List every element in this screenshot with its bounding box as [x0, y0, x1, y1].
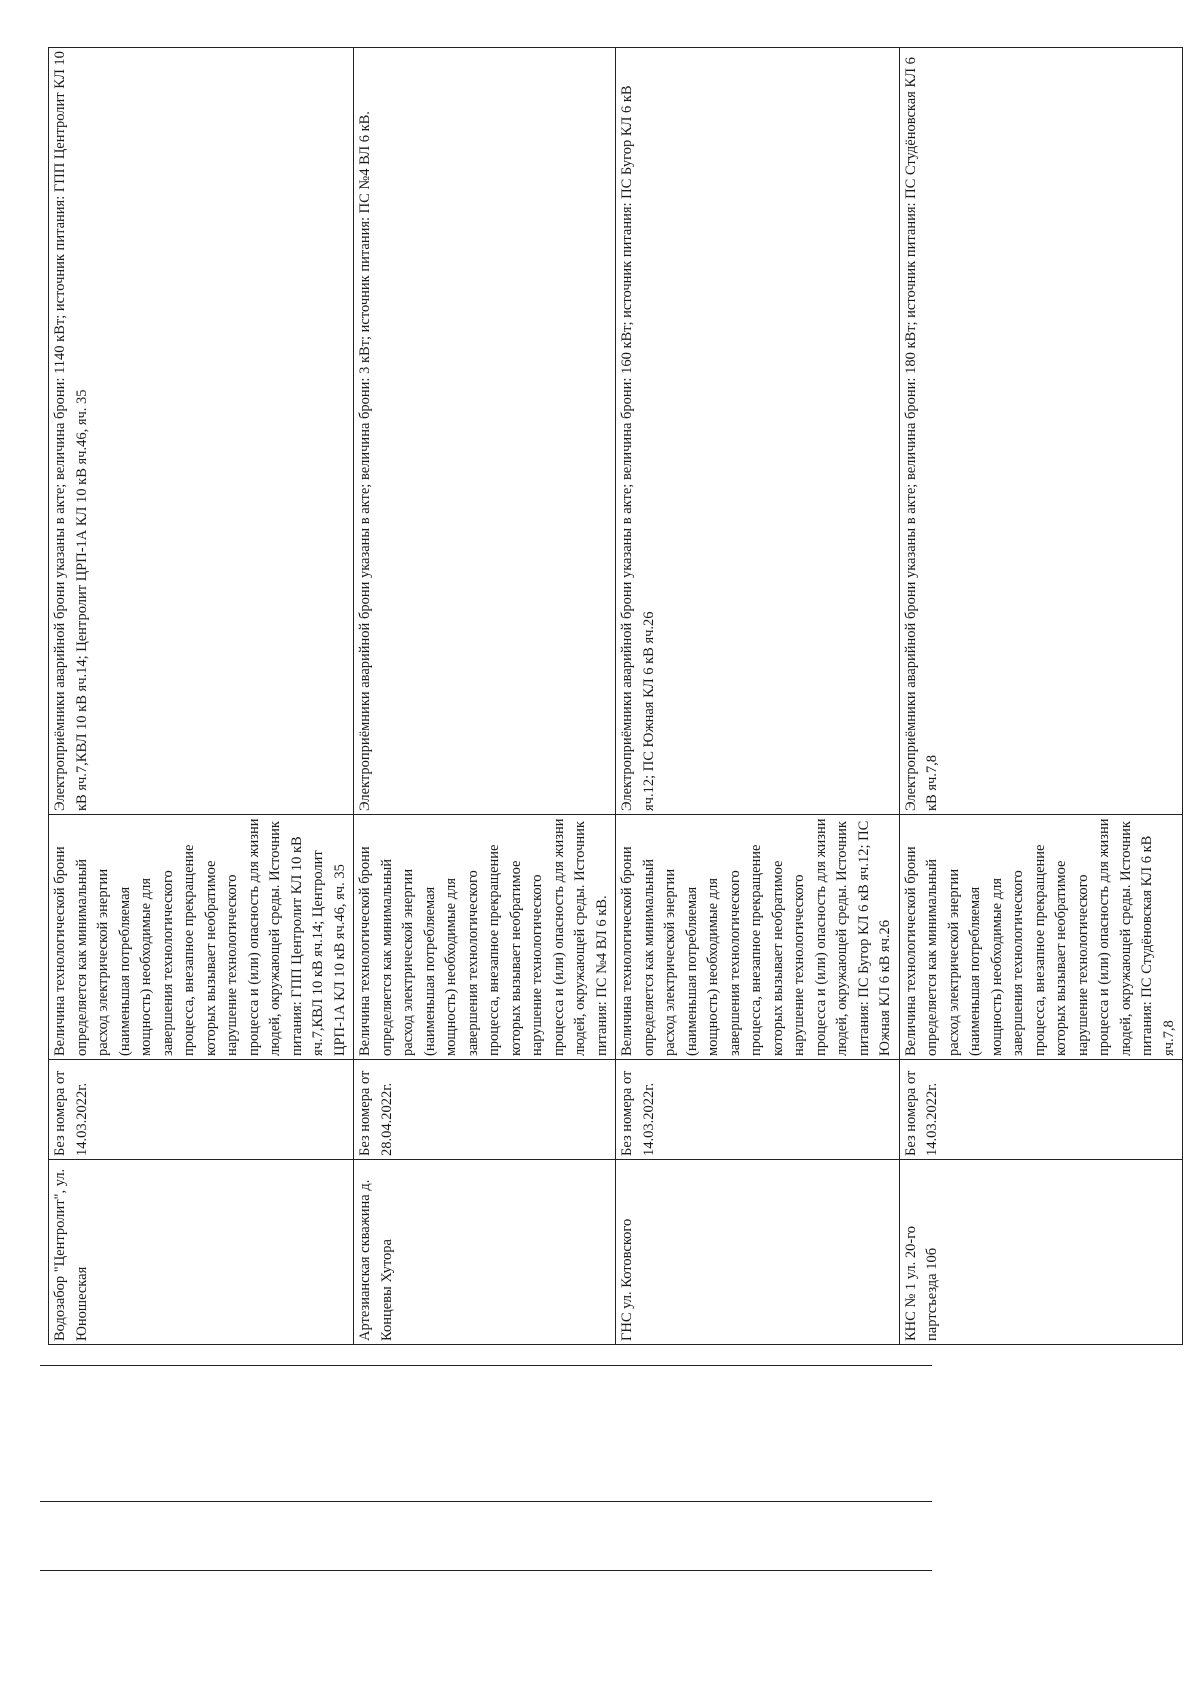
- object-cell: Водозабор "Центролит", ул. Юношеская: [49, 1160, 354, 1345]
- object-cell: ГНС ул. Котовского: [616, 1160, 900, 1345]
- table-row: [354, 48, 616, 1345]
- object-cell: КНС № 1 ул. 20-го партсъезда 10б: [899, 1160, 1183, 1345]
- act-cell: Без номера от 28.04.2022г.: [354, 1060, 616, 1160]
- table-row: [616, 48, 900, 1345]
- table-row: [899, 48, 1183, 1345]
- emergency-armor-cell: Электроприёмники аварийной брони указаны в акте; величина брони: 180 кВт; источник питания: ПС Студёновская КЛ 6 кВ яч.7,8: [899, 48, 1183, 815]
- emergency-armor-cell: Электроприёмники аварийной брони указаны в акте; величина брони: 1140 кВт; источник питания: ГПП Центролит КЛ 10 кВ яч.7,КВЛ 10 кВ яч.14; Центролит ЦРП-1А КЛ 10 кВ яч.46, яч. 35: [49, 48, 354, 815]
- tech-armor-cell: Величина технологической брони определяется как минимальный расход электрической энергии (наименьшая потребляемая мощность) необходимые для завершения технологического процесса, внезапное прекращение которых вызывает необратимое нарушение технологического процесса и (или) опасность для жизни людей, окружающей среды. Источник питания: ПС №4 ВЛ 6 кВ.: [354, 815, 616, 1060]
- tech-armor-cell: Величина технологической брони определяется как минимальный расход электрической энергии (наименьшая потребляемая мощность) необходимые для завершения технологического процесса, внезапное прекращение которых вызывает необратимое нарушение технологического процесса и (или) опасность для жизни людей, окружающей среды. Источник питания: ПС Бугор КЛ 6 кВ яч.12; ПС Южная КЛ 6 кВ яч.26: [616, 815, 900, 1060]
- rule-line: [40, 1570, 932, 1571]
- rule-line: [40, 1365, 932, 1366]
- act-cell: Без номера от 14.03.2022г.: [49, 1060, 354, 1160]
- rotated-table-sheet: [48, 48, 1177, 1345]
- tech-armor-cell: Величина технологической брони определяется как минимальный расход электрической энергии (наименьшая потребляемая мощность) необходимые для завершения технологического процесса, внезапное прекращение которых вызывает необратимое нарушение технологического процесса и (или) опасность для жизни людей, окружающей среды. Источник питания: ПС Студёновская КЛ 6 кВ яч.7,8: [899, 815, 1183, 1060]
- emergency-armor-cell: Электроприёмники аварийной брони указаны в акте; величина брони: 3 кВт; источник питания: ПС №4 ВЛ 6 кВ.: [354, 48, 616, 815]
- tech-armor-cell: Величина технологической брони определяется как минимальный расход электрической энергии (наименьшая потребляемая мощность) необходимые для завершения технологического процесса, внезапное прекращение которых вызывает необратимое нарушение технологического процесса и (или) опасность для жизни людей, окружающей среды. Источник питания: ГПП Центролит КЛ 10 кВ яч.7,КВЛ 10 кВ яч.14; Центролит ЦРП-1А КЛ 10 кВ яч.46, яч. 35: [49, 815, 354, 1060]
- act-cell: Без номера от 14.03.2022г.: [616, 1060, 900, 1160]
- object-cell: Артезианская скважина д. Концевы Хутора: [354, 1160, 616, 1345]
- act-cell: Без номера от 14.03.2022г.: [899, 1060, 1183, 1160]
- rotated-table-frame: [48, 48, 1177, 1345]
- emergency-armor-cell: Электроприёмники аварийной брони указаны в акте; величина брони: 160 кВт; источник питания: ПС Бугор КЛ 6 кВ яч.12; ПС Южная КЛ 6 кВ яч.26: [616, 48, 900, 815]
- armor-table: [48, 47, 1183, 1345]
- table-row: [49, 48, 354, 1345]
- rule-line: [40, 1501, 932, 1502]
